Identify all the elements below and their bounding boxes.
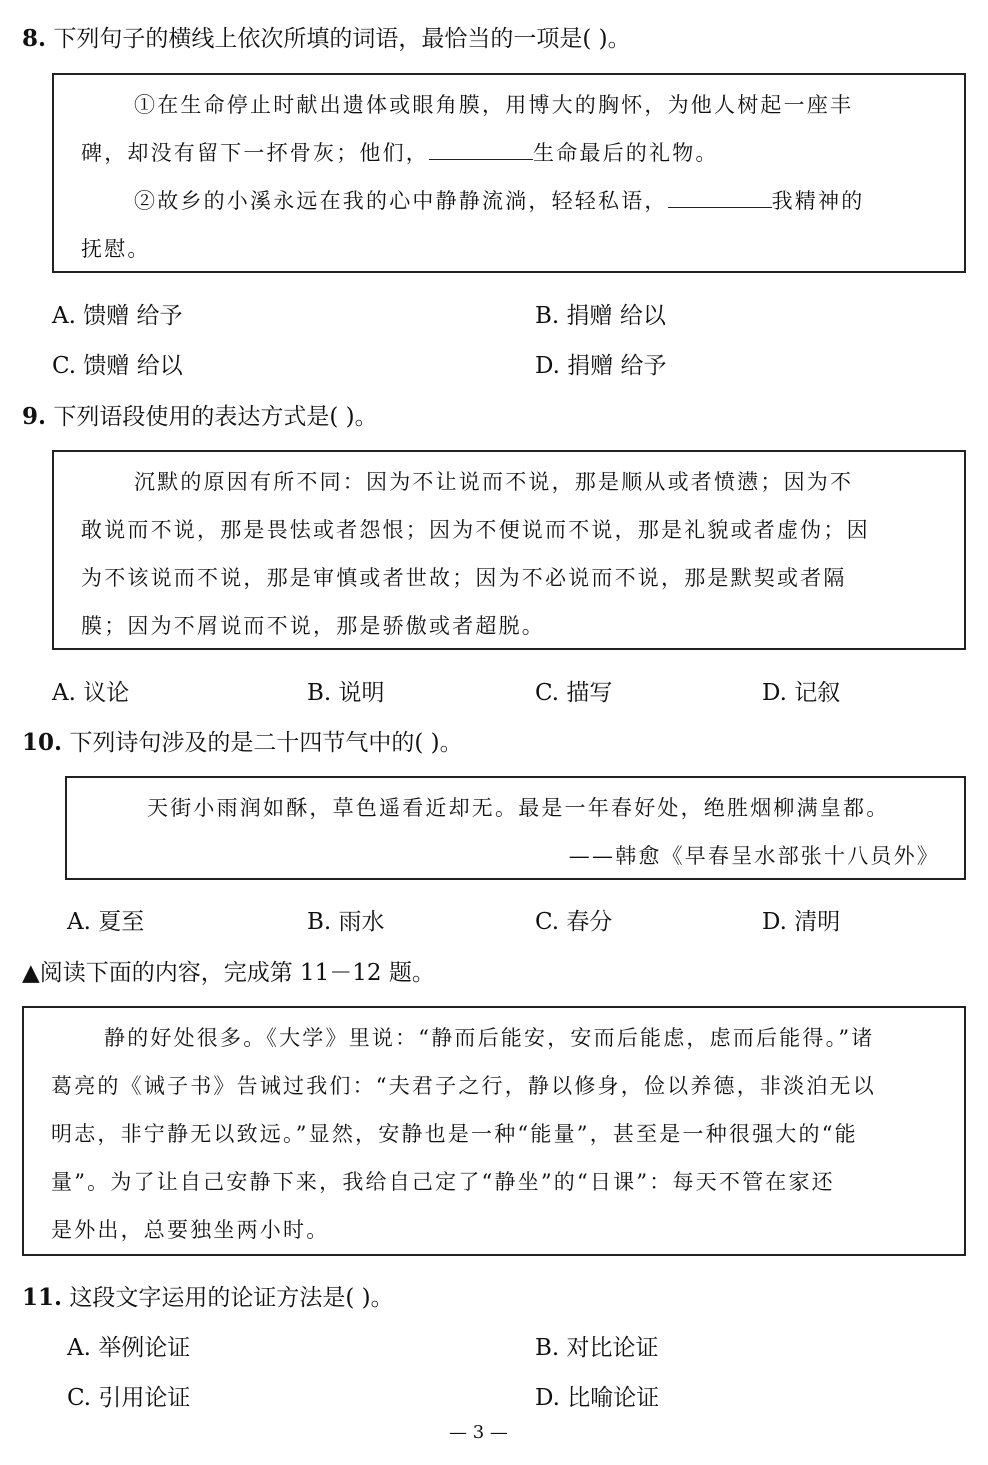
passage-line: 是外出，总要独坐两小时。 bbox=[51, 1218, 330, 1242]
question-8-stem bbox=[22, 20, 631, 53]
option-b[interactable]: B. 捐赠 给以 bbox=[535, 303, 666, 329]
question-number: 8. bbox=[22, 25, 47, 52]
option-c[interactable]: C. 描写 bbox=[535, 680, 613, 706]
option-a[interactable]: A. 夏至 bbox=[67, 909, 145, 935]
question-number: 9. bbox=[22, 403, 47, 430]
option-b[interactable]: B. 说明 bbox=[307, 680, 385, 706]
option-d[interactable]: D. 捐赠 给予 bbox=[535, 353, 667, 379]
question-text: 这段文字运用的论证方法是( )。 bbox=[69, 1285, 394, 1311]
passage-line: 量”。为了让自己安静下来，我给自己定了“静坐”的“日课”：每天不管在家还 bbox=[51, 1170, 835, 1194]
passage-text: 我精神的 bbox=[771, 189, 865, 213]
question-text: 下列语段使用的表达方式是( )。 bbox=[53, 404, 378, 430]
question-number: 11. bbox=[22, 1284, 63, 1311]
option-a[interactable]: A. 议论 bbox=[52, 680, 130, 706]
page-number: — 3 — bbox=[449, 1422, 508, 1443]
option-c[interactable]: C. 春分 bbox=[535, 909, 613, 935]
question-10-stem bbox=[22, 724, 463, 757]
passage-line bbox=[134, 185, 864, 215]
option-c[interactable]: C. 引用论证 bbox=[67, 1385, 191, 1411]
passage-line bbox=[81, 137, 719, 167]
passage-line: 敢说而不说，那是畏怯或者怨恨；因为不便说而不说，那是礼貌或者虚伪；因 bbox=[81, 518, 870, 542]
option-b[interactable]: B. 对比论证 bbox=[535, 1335, 659, 1361]
passage-text: 生命最后的礼物。 bbox=[533, 141, 719, 165]
option-a[interactable]: A. 举例论证 bbox=[67, 1335, 191, 1361]
question-10-poem-box bbox=[65, 776, 966, 880]
poem-source: ——韩愈《早春呈水部张十八员外》 bbox=[568, 844, 940, 868]
question-text: 下列句子的横线上依次所填的词语，最恰当的一项是( )。 bbox=[53, 26, 631, 52]
passage-line: 抚慰。 bbox=[81, 237, 151, 261]
passage-line: 明志，非宁静无以致远。”显然，安静也是一种“能量”，甚至是一种很强大的“能 bbox=[51, 1122, 858, 1146]
poem-text: 天街小雨润如酥，草色遥看近却无。最是一年春好处，绝胜烟柳满皇都。 bbox=[147, 796, 890, 820]
passage-line: 为不该说而不说，那是审慎或者世故；因为不必说而不说，那是默契或者隔 bbox=[81, 566, 847, 590]
passage-line: 膜；因为不屑说而不说，那是骄傲或者超脱。 bbox=[81, 614, 545, 638]
option-d[interactable]: D. 比喻论证 bbox=[535, 1385, 660, 1411]
question-8-passage-box bbox=[52, 73, 966, 273]
passage-line: ①在生命停止时献出遗体或眼角膜，用博大的胸怀，为他人树起一座丰 bbox=[134, 93, 854, 117]
passage-line: 沉默的原因有所不同：因为不让说而不说，那是顺从或者愤懑；因为不 bbox=[134, 470, 854, 494]
question-text: 下列诗句涉及的是二十四节气中的( )。 bbox=[69, 730, 463, 756]
question-11-stem bbox=[22, 1279, 394, 1312]
question-number: 10. bbox=[22, 729, 63, 756]
passage-text: ②故乡的小溪永远在我的心中静静流淌，轻轻私语， bbox=[134, 189, 668, 213]
reading-passage-box bbox=[22, 1006, 966, 1256]
option-a[interactable]: A. 馈赠 给予 bbox=[52, 303, 183, 329]
fill-blank-1 bbox=[429, 137, 533, 160]
reading-instruction: ▲阅读下面的内容，完成第 11－12 题。 bbox=[22, 960, 435, 986]
passage-line: 葛亮的《诫子书》告诫过我们：“夫君子之行，静以修身，俭以养德，非淡泊无以 bbox=[51, 1074, 876, 1098]
option-d[interactable]: D. 记叙 bbox=[762, 680, 841, 706]
fill-blank-2 bbox=[668, 185, 772, 208]
passage-line: 静的好处很多。《大学》里说：“静而后能安，安而后能虑，虑而后能得。”诸 bbox=[104, 1026, 875, 1050]
passage-text: 碑，却没有留下一抔骨灰；他们， bbox=[81, 141, 429, 165]
question-9-passage-box bbox=[52, 450, 966, 650]
question-9-stem bbox=[22, 398, 378, 431]
option-d[interactable]: D. 清明 bbox=[762, 909, 841, 935]
option-c[interactable]: C. 馈赠 给以 bbox=[52, 353, 183, 379]
option-b[interactable]: B. 雨水 bbox=[307, 909, 385, 935]
